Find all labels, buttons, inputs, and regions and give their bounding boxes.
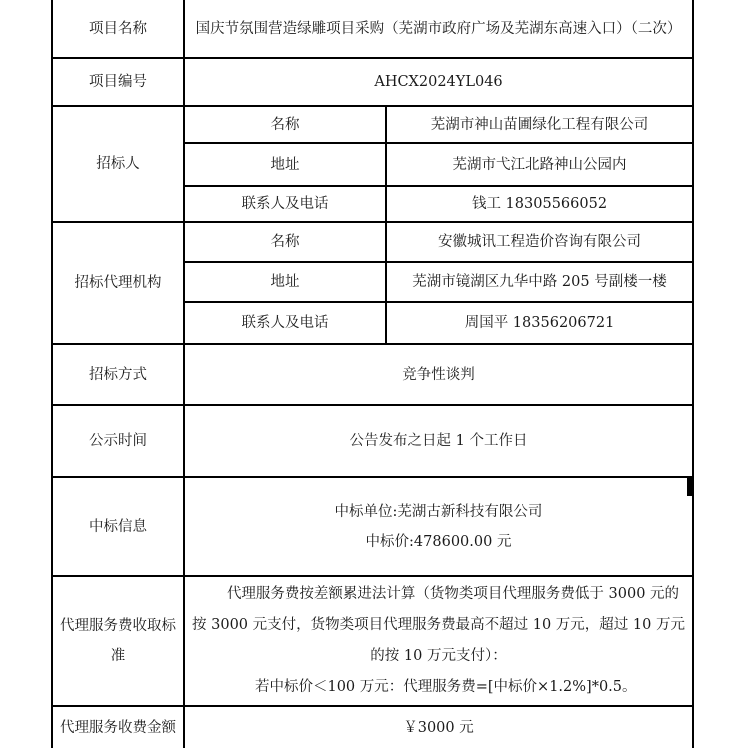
row-label-project-number: 项目编号 [52, 58, 184, 106]
project-name-value: 国庆节氛围营造绿雕项目采购（芜湖市政府广场及芜湖东高速入口）（二次） [184, 0, 693, 58]
fee-standard-line-4: 若中标价＜100 万元：代理服务费=[中标价×1.2%]*0.5。 [254, 679, 637, 695]
agency-address-label: 地址 [184, 262, 386, 302]
announcement-table-wrap [51, 0, 694, 748]
table-row [52, 58, 693, 106]
agency-address-value: 芜湖市镜湖区九华中路 205 号副楼一楼 [386, 262, 693, 302]
tenderer-contact-label: 联系人及电话 [184, 186, 386, 222]
method-value: 竞争性谈判 [184, 344, 693, 405]
table-row [52, 106, 693, 143]
fee-standard-line-1: 代理服务费按差额累进法计算（货物类项目代理服务费低于 3000 元的 [226, 586, 680, 602]
award-price-line: 中标价:478600.00 元 [365, 533, 512, 550]
fee-standard-line-2: 按 3000 元支付，货物类项目代理服务费最高不超过 10 万元，超过 10 万元 [192, 617, 685, 633]
agency-name-value: 安徽城讯工程造价咨询有限公司 [386, 222, 693, 262]
tenderer-contact-value: 钱工 18305566052 [386, 186, 693, 222]
row-label-method: 招标方式 [52, 344, 184, 405]
table-row [52, 344, 693, 405]
publicity-value: 公告发布之日起 1 个工作日 [184, 405, 693, 477]
row-label-project-name: 项目名称 [52, 0, 184, 58]
tenderer-name-label: 名称 [184, 106, 386, 143]
table-row [52, 477, 693, 576]
table-row [52, 405, 693, 477]
tenderer-address-value: 芜湖市弋江北路神山公园内 [386, 143, 693, 186]
row-label-tenderer: 招标人 [52, 106, 184, 222]
agency-name-label: 名称 [184, 222, 386, 262]
tenderer-name-value: 芜湖市神山苗圃绿化工程有限公司 [386, 106, 693, 143]
agency-contact-value: 周国平 18356206721 [386, 302, 693, 344]
tenderer-address-label: 地址 [184, 143, 386, 186]
table-row [52, 706, 693, 748]
fee-amount-value: ￥3000 元 [184, 706, 693, 748]
row-label-agency: 招标代理机构 [52, 222, 184, 344]
fee-standard-line-3: 的按 10 万元支付）： [370, 648, 507, 664]
award-info-value [184, 477, 693, 576]
award-winner-line: 中标单位:芜湖古新科技有限公司 [334, 503, 543, 520]
project-number-value: AHCX2024YL046 [184, 58, 693, 106]
scan-artifact-blot [687, 478, 694, 496]
table-row [52, 0, 693, 58]
tender-announcement-table [51, 0, 694, 748]
agency-contact-label: 联系人及电话 [184, 302, 386, 344]
row-label-publicity: 公示时间 [52, 405, 184, 477]
row-label-award-info: 中标信息 [52, 477, 184, 576]
row-label-fee-standard: 代理服务费收取标准 [52, 576, 184, 706]
table-row [52, 576, 693, 706]
fee-standard-value [184, 576, 693, 706]
row-label-fee-amount: 代理服务收费金额 [52, 706, 184, 748]
table-row [52, 222, 693, 262]
